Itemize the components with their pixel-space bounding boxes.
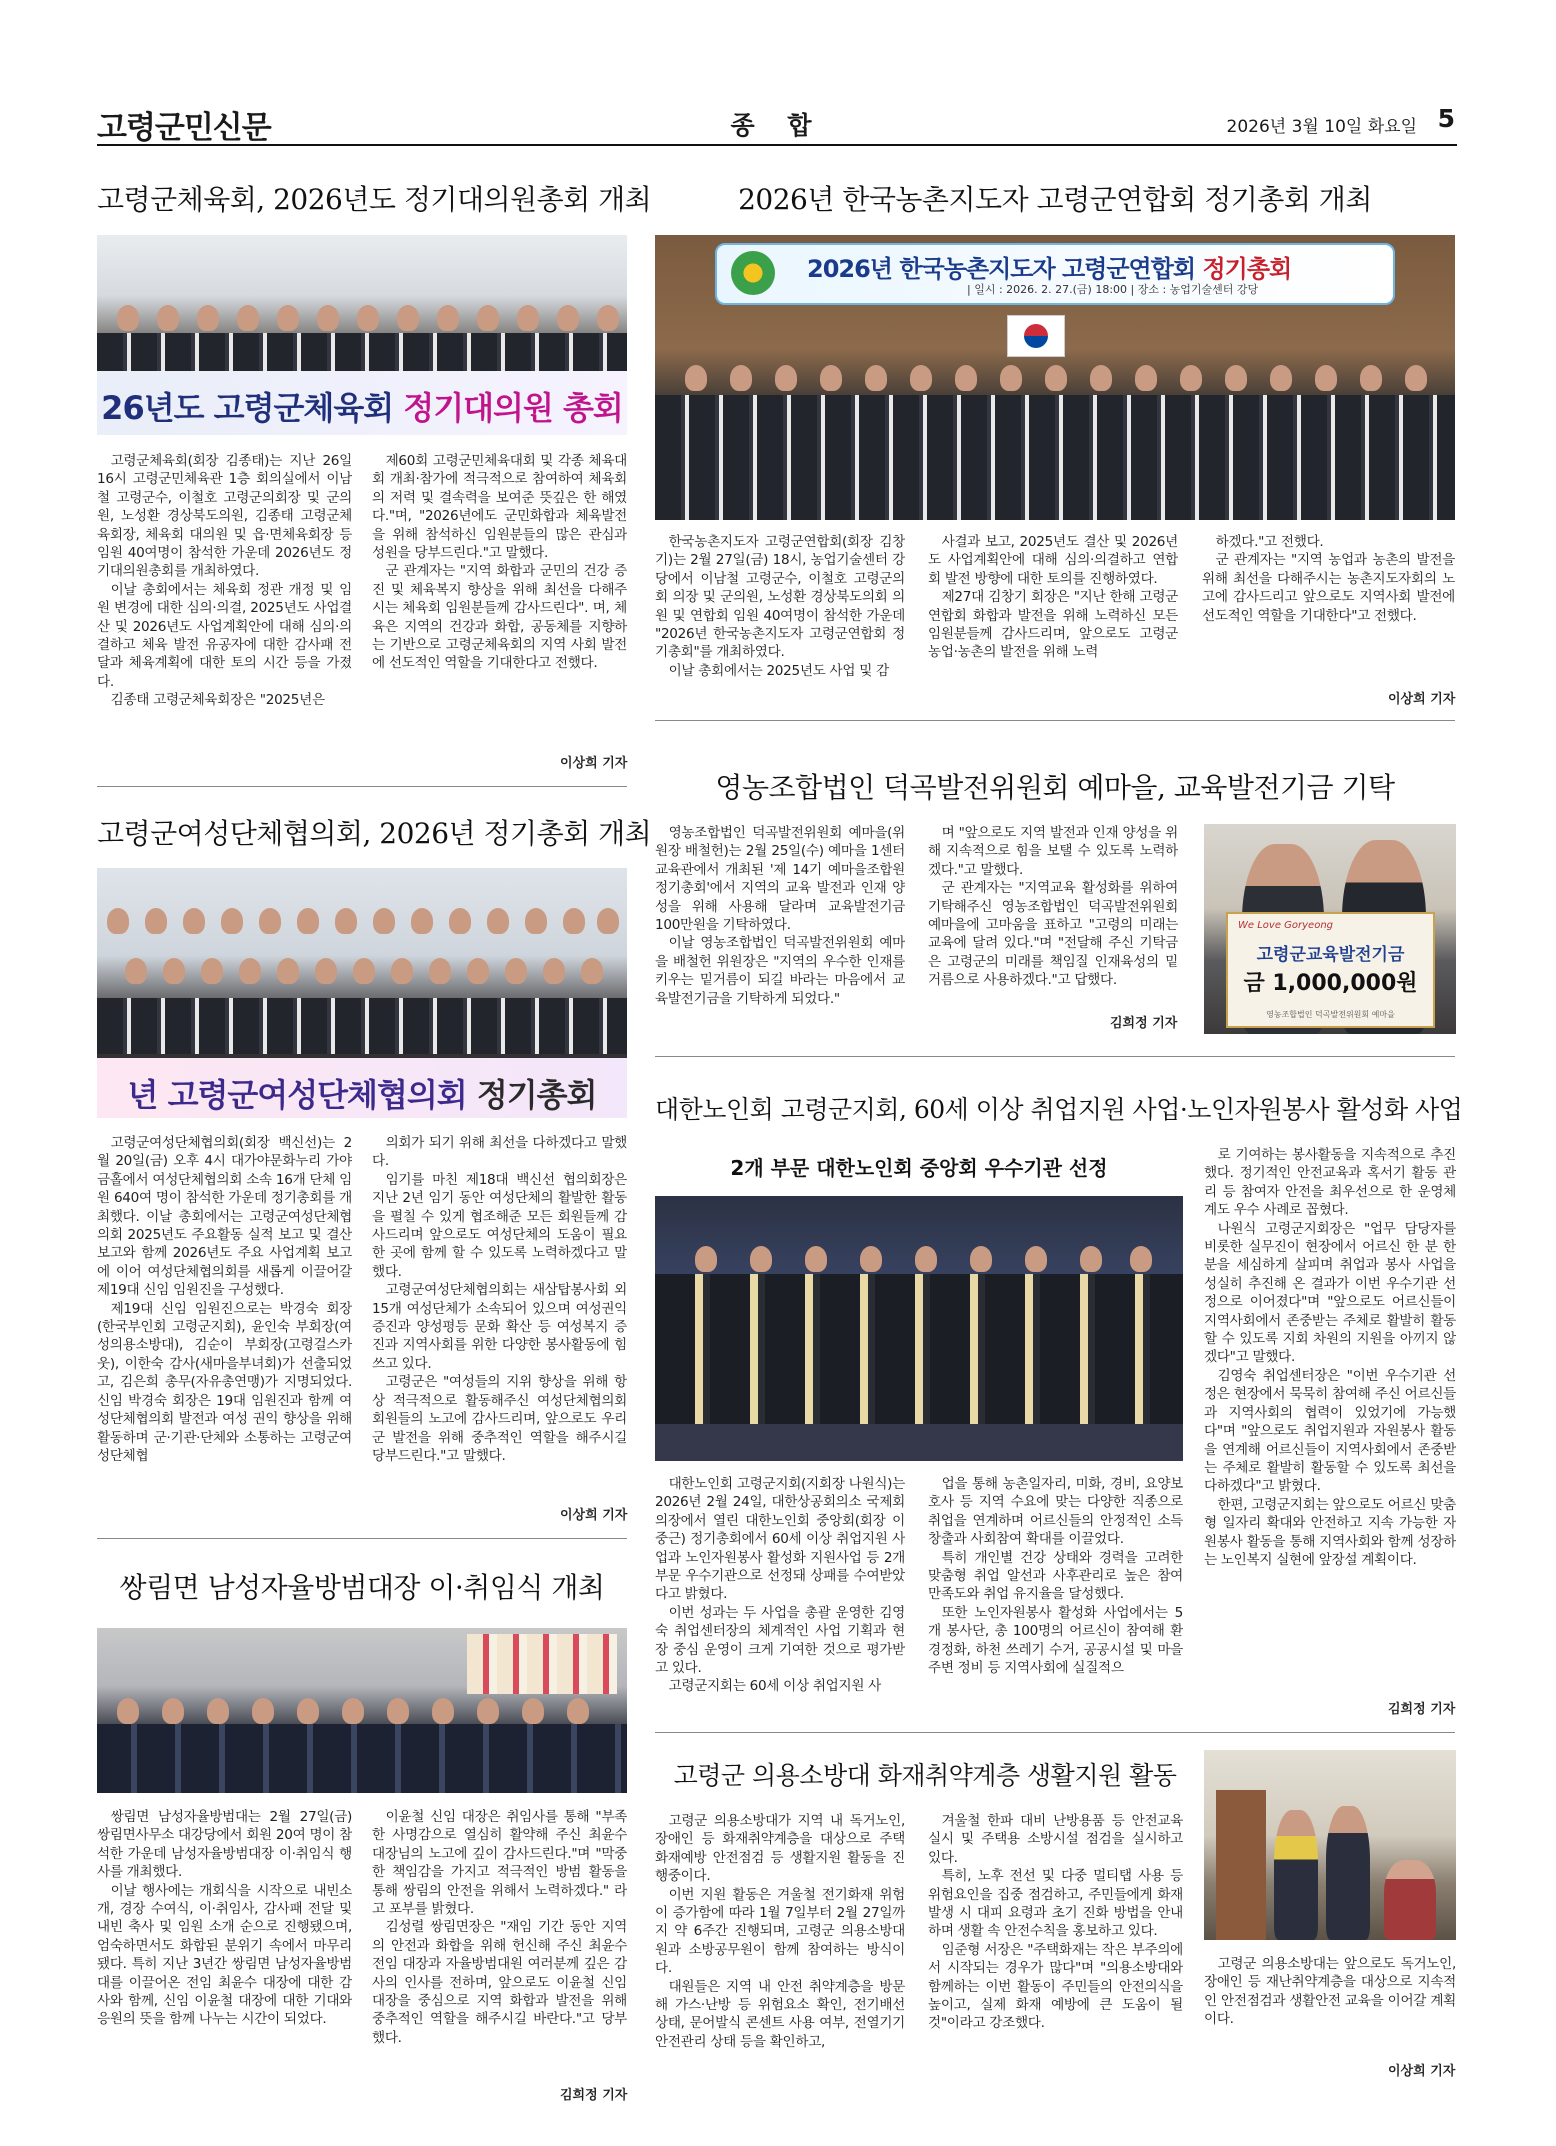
sports-col-2 [372, 452, 627, 744]
women-photo-front-row [97, 998, 627, 1054]
paragraph: 이날 총회에서는 체육회 정관 개정 및 임원 변경에 대한 심의·의결, 2025년도 사업결산 및 2026년도 사업계획안에 대해 심의·의결하고 체육 발전 유공자에 대한 감사패 전달과 체육계획에 대한 토의 시간 등을 가졌다. [97, 581, 352, 690]
paragraph: 대한노인회 고령군지회(지회장 나원식)는 2026년 2월 24일, 대한상공회의소 국제회의장에서 열린 대한노인회 중앙회(회장 이중근) 정기총회에서 60세 이상 취업지원 사업과 노인자원봉사 활성화 지원사업 등 2개 부문 우수기관으로 선정돼 상패를 수여받았다고 밝혔다. [655, 1476, 905, 1603]
nonghyup-headline: 영농조합법인 덕곡발전위원회 예마을, 교육발전기금 기탁 [715, 771, 1395, 804]
women-col-1 [97, 1134, 352, 1526]
paragraph: 임기를 마친 제18대 백신선 협의회장은 지난 2년 임기 동안 여성단체의 활발한 활동을 펼칠 수 있게 협조해준 모든 회원들께 감사드리며 앞으로도 여성단체의 도움이 필요한 곳에 함께 할 수 있도록 노력하겠다고 말했다. [372, 1171, 627, 1280]
farm-photo [655, 235, 1455, 520]
sports-photo-banner [97, 371, 627, 435]
divider [655, 1732, 1455, 1733]
farm-col-2 [928, 533, 1178, 703]
fire-photo [1204, 1750, 1456, 1940]
paragraph: 로 기여하는 봉사활동을 지속적으로 추진했다. 정기적인 안전교육과 혹서기 활동 관리 등 참여자 안전을 최우선으로 한 운영체계도 우수 사례로 꼽혔다. [1204, 1147, 1456, 1219]
sports-banner-event: 정기대의원 총회 [403, 389, 623, 427]
paragraph: 또한 노인자원봉사 활성화 사업에서는 5개 봉사단, 총 100명의 어르신이 참여해 환경정화, 하천 쓰레기 수거, 공공시설 및 마을 주변 정비 등 지역사회에 실질적으 [928, 1604, 1183, 1677]
paragraph: 특히 개인별 건강 상태와 경력을 고려한 맞춤형 취업 알선과 사후관리로 높은 참여 만족도와 취업 유지율을 달성했다. [928, 1549, 1183, 1603]
korean-flag-icon [1007, 315, 1065, 357]
divider [97, 786, 627, 787]
paragraph: 나원식 고령군지회장은 "업무 담당자를 비롯한 실무진이 현장에서 어르신 한 분 한 분을 세심하게 살피며 취업과 봉사 사업을 성실히 추진해 온 결과가 이번 우수기관 선정으로 이어졌다"며 "앞으로도 어르신들이 지역사회에서 존중받는 주체로 활발히 활동할 수 있도록 지회 차원의 지원을 아끼지 않겠다"고 말했다. [1204, 1220, 1456, 1366]
nonghyup-col-2 [928, 824, 1178, 1030]
paragraph: 이날 행사에는 개회식을 시작으로 내빈소개, 경장 수여식, 이·취임사, 감사패 전달 및 내빈 축사 및 임원 소개 순으로 진행됐으며, 엄숙하면서도 화합된 분위기 속에서 마무리됐다. 특히 지난 3년간 쌍림면 남성자율방범대를 이끌어온 전임 최윤수 대장에 대한 감사와 함께, 신임 이윤철 대장에 대한 기대와 응원의 뜻을 함께 나누는 시간이 되었다. [97, 1882, 352, 2028]
farm-headline: 2026년 한국농촌지도자 고령군연합회 정기총회 개최 [738, 183, 1372, 216]
farm-col-1 [655, 533, 905, 703]
elderly-headline: 대한노인회 고령군지회, 60세 이상 취업지원 사업·노인자원봉사 활성화 사업 [655, 1095, 1463, 1124]
fire-col-1 [655, 1812, 905, 2108]
women-col-2 [372, 1134, 627, 1496]
fire-photo-door [1216, 1790, 1266, 1940]
sports-banner-org: 고령군체육회 [213, 389, 404, 427]
paragraph: 이윤철 신임 대장은 취임사를 통해 "부족한 사명감으로 열심히 활약해 주신 최윤수 대장님의 노고에 깊이 감사드린다."며 "막중한 책임감을 가지고 적극적인 방범 활동을 통해 쌍림의 안전을 위해서 노력하겠다." 라고 포부를 밝혔다. [372, 1809, 627, 1918]
cheque-title: 고령군교육발전기금 [1256, 945, 1405, 965]
farm-banner-title: 2026년 한국농촌지도자 고령군연합회 [807, 255, 1203, 283]
donation-cheque [1226, 912, 1435, 1028]
divider [655, 720, 1455, 721]
paragraph: 군 관계자는 "지역 화합과 군민의 건강 증진 및 체육복지 향상을 위해 최선을 다해주시는 체육회 임원분들께 감사드린다". 며, 체육은 지역의 건강과 화합, 공동체를 지향하는 기반으로 고령군체육회의 지역 사회 발전에 선도적인 역할을 기대한다고 전했다. [372, 563, 627, 672]
women-banner-event: 정기총회 [476, 1076, 597, 1114]
fire-byline: 이상희 기자 [1388, 2064, 1456, 2079]
patrol-byline: 김희정 기자 [560, 2088, 628, 2103]
paragraph: 이날 총회에서는 2025년도 사업 및 감 [668, 662, 889, 679]
elderly-photo-suits [655, 1274, 1183, 1424]
paragraph: 군 관계자는 "지역 농업과 농촌의 발전을 위해 최선을 다해주시는 농촌지도자회의 노고에 감사드리고 앞으로도 지역사회 발전에 선도적인 역할을 기대한다"고 전했다. [1202, 552, 1455, 624]
nonghyup-photo [1204, 824, 1456, 1034]
paragraph: 고령군여성단체협의회는 새삼탑봉사회 외 15개 여성단체가 소속되어 있으며 여성권익 증진과 양성평등 문화 확산 등 여성복지 증진과 지역사회를 위한 다양한 봉사활동에 힘쓰고 있다. [372, 1282, 627, 1372]
farm-photo-suits [655, 395, 1455, 520]
paragraph: 영농조합법인 덕곡발전위원회 예마을(위원장 배철헌)는 2월 25일(수) 예마을 1센터 교육관에서 개최된 '제 14기 예마을조합원 정기총회'에서 지역의 교육 발전과 인재 양성을 위해 사용해 달라며 교육발전기금 100만원을 기탁하였다. [655, 825, 905, 934]
resident [1384, 1860, 1436, 1940]
paragraph: 김성렬 쌍림면장은 "재임 기간 동안 지역의 안전과 화합을 위해 헌신해 주신 최윤수 전임 대장과 자율방범대원 여러분께 깊은 감사의 인사를 전하며, 앞으로도 이윤철 신임 대장을 중심으로 지역 화합과 발전을 위해 중추적인 역할을 해주시길 바란다."고 당부했다. [372, 1919, 627, 2046]
paragraph: 군 관계자는 "지역교육 활성화를 위하여 기탁해주신 영농조합법인 덕곡발전위원회 예마을에 고마움을 표하고 "고령의 미래는 교육에 달려 있다."며 "전달해 주신 기탁금은 고령군의 미래를 책임질 인재육성의 밑거름으로 사용하겠다."고 답했다. [928, 880, 1178, 989]
sports-headline: 고령군체육회, 2026년도 정기대의원총회 개최 [97, 183, 652, 216]
farm-col-3 [1202, 533, 1455, 663]
elderly-col-1 [655, 1475, 905, 1719]
farm-banner-event: 정기총회 [1202, 255, 1292, 283]
elderly-col-2 [928, 1475, 1183, 1719]
patrol-col-2 [372, 1808, 627, 2080]
elderly-photo-floor [655, 1424, 1183, 1461]
patrol-photo [97, 1628, 627, 1793]
paragraph: 쌍림면 남성자율방범대는 2월 27일(금) 쌍림면사무소 대강당에서 회원 20여 명이 참석한 가운데 남성자율방범대장 이·취임식 행사를 개최했다. [97, 1809, 352, 1881]
elderly-subhead: 2개 부문 대한노인회 중앙회 우수기관 선정 [730, 1156, 1108, 1180]
elderly-byline: 김희정 기자 [1388, 1702, 1456, 1717]
women-photo-crowd-1 [97, 908, 627, 938]
paragraph: 이번 성과는 두 사업을 총괄 운영한 김영숙 취업센터장의 체계적인 사업 기획과 현장 중심 운영이 크게 기여한 것으로 평가받고 있다. [655, 1604, 905, 1677]
paragraph: 고령군지회는 60세 이상 취업지원 사 [668, 1678, 882, 1695]
cheque-amount: 금 1,000,000원 [1243, 971, 1418, 996]
issue-date: 2026년 3월 10일 화요일 [1226, 117, 1417, 137]
cheque-slogan: We Love Goryeong [1238, 920, 1334, 931]
paragraph: 겨울철 한파 대비 난방용품 등 안전교육 실시 및 주택용 소방시설 점검을 실시하고 있다. [928, 1813, 1183, 1866]
sports-byline: 이상희 기자 [560, 756, 628, 771]
fire-headline: 고령군 의용소방대 화재취약계층 생활지원 활동 [673, 1761, 1177, 1790]
patrol-photo-uniforms [97, 1724, 627, 1793]
paragraph: 고령군여성단체협의회(회장 백신선)는 2월 20일(금) 오후 4시 대가야문화누리 가야금홀에서 여성단체협의회 소속 16개 단체 임원 640여 명이 참석한 가운데 정기총회를 개최했다. 이날 총회에서는 고령군여성단체협의회 2025년도 주요활동 실적 보고 및 결산보고와 함께 2026년도 주요 사업계획 보고에 이어 여성단체협의회를 새롭게 이끌어갈 제19대 신임 임원진을 구성했다. [97, 1135, 352, 1299]
divider [97, 1538, 627, 1539]
women-banner-org: 고령군여성단체협의회 [167, 1076, 477, 1114]
divider [655, 1056, 1455, 1057]
paragraph: 한국농촌지도자 고령군연합회(회장 김창기)는 2월 27일(금) 18시, 농업기술센터 강당에서 이남철 고령군수, 이철호 고령군의회 의장 및 군의원, 노성환 경상북도의회 의원 및 연합회 임원 40여명이 참석한 가운데 "2026년 한국농촌지도자 고령군연합회 정기총회"를 개최하였다. [655, 534, 905, 661]
masthead [97, 98, 1457, 146]
sports-banner-prefix: 26년도 [101, 389, 214, 427]
paragraph: 고령군 의용소방대는 앞으로도 독거노인, 장애인 등 재난취약계층을 대상으로 지속적인 안전점검과 생활안전 교육을 이어갈 계획이다. [1204, 1956, 1456, 2028]
firefighter-1 [1274, 1810, 1318, 1940]
paragraph: 이번 지원 활동은 겨울철 전기화재 위험이 증가함에 따라 1월 7일부터 2월 27일까지 약 6주간 진행되며, 고령군 의용소방대원과 소방공무원이 함께 참여하는 방식이다. [655, 1886, 905, 1977]
nonghyup-byline: 김희정 기자 [1110, 1016, 1178, 1031]
patrol-col-1 [97, 1808, 352, 2098]
paragraph: 하겠다."고 전했다. [1215, 534, 1324, 550]
fire-col-2 [928, 1812, 1183, 2108]
women-photo-crowd-2 [97, 958, 627, 988]
cheque-donor: 영농조합법인 덕곡발전위원회 예마을 [1266, 1010, 1395, 1019]
sports-col-1 [97, 452, 352, 772]
nonghyup-col-1 [655, 824, 905, 1030]
paragraph: 의회가 되기 위해 최선을 다하겠다고 말했다. [372, 1135, 627, 1170]
women-photo [97, 868, 627, 1118]
paragraph: 제60회 고령군민체육대회 및 각종 체육대회 개최·참가에 적극적으로 참여하여 체육회의 저력 및 결속력을 보여준 뜻깊은 한 해였다."며, "2026년에도 군민화합과 체육발전을 위해 참석하신 임원분들의 많은 관심과 성원을 당부드린다."고 말했다. [372, 453, 627, 562]
paragraph: 제27대 김창기 회장은 "지난 한해 고령군연합회 화합과 발전을 위해 노력하신 모든 임원분들께 감사드리며, 앞으로도 고령군 농업·농촌의 발전을 위해 노력 [928, 589, 1178, 661]
paragraph: 며 "앞으로도 지역 발전과 인재 양성을 위해 지속적으로 힘을 보탤 수 있도록 노력하겠다."고 말했다. [928, 825, 1178, 878]
women-byline: 이상희 기자 [560, 1508, 628, 1523]
women-photo-banner [97, 1058, 627, 1118]
section-title: 종 합 [730, 111, 824, 140]
farm-photo-crowd [655, 365, 1455, 395]
women-headline: 고령군여성단체협의회, 2026년 정기총회 개최 [97, 817, 652, 850]
paragraph: 한편, 고령군지회는 앞으로도 어르신 맞춤형 일자리 확대와 안전하고 지속 가능한 자원봉사 활동을 통해 지역사회와 함께 성장하는 노인복지 실현에 앞장설 계획이다. [1204, 1496, 1456, 1568]
sports-photo-crowd [97, 305, 627, 335]
patrol-headline: 쌍림면 남성자율방범대장 이·취임식 개최 [119, 1571, 605, 1604]
paragraph: 고령군체육회(회장 김종태)는 지난 26일 16시 고령군민체육관 1층 회의실에서 이남철 고령군수, 이철호 고령군의회장 및 군의원, 노성환 경상북도의원, 김종태 고령군체육회장, 체육회 대의원 및 읍·면체육회장 등 임원 40여명이 참석한 가운데 2026년도 정기대의원총회를 개최하였다. [97, 453, 352, 580]
farm-stage-banner [715, 243, 1395, 305]
paragraph: 이날 영농조합법인 덕곡발전위원회 예마을 배철헌 위원장은 "지역의 우수한 인재를 키우는 밑거름이 되길 바라는 마음에서 교육발전기금을 기탁하게 되었다." [655, 935, 905, 1007]
paragraph: 김종태 고령군체육회장은 "2025년은 [110, 692, 325, 709]
paragraph: 제19대 신임 임원진으로는 박경숙 회장(한국부인회 고령군지회), 윤인숙 부회장(여성의용소방대), 김순이 부회장(고령걸스카웃), 이한숙 감사(새마을부녀회)가 선출되었고, 김은희 총무(자유총연맹)가 지명되었다. 신임 박경숙 회장은 19대 임원진과 함께 여성단체협의회 발전과 여성 권익 향상을 위해 활동하며 군·기관·단체와 소통하는 고령군여성단체협 [97, 1300, 352, 1464]
women-banner-prefix: 년 [127, 1076, 168, 1114]
elderly-photo [655, 1196, 1183, 1461]
elderly-photo-people [655, 1246, 1183, 1276]
elderly-col-3 [1204, 1146, 1456, 1628]
newspaper-logo: 고령군민신문 [97, 110, 271, 146]
paragraph: 고령군은 "여성들의 지위 향상을 위해 항상 적극적으로 활동해주신 여성단체협의회 회원들의 노고에 감사드리며, 앞으로도 우리군 발전을 위해 중추적인 역할을 해주시길 당부드린다."고 말했다. [372, 1374, 627, 1464]
patrol-flower-wreaths [467, 1634, 617, 1694]
paragraph: 업을 통해 농촌일자리, 미화, 경비, 요양보호사 등 지역 수요에 맞는 다양한 직종으로 취업을 연계하며 어르신들의 안정적인 소득 창출과 사회참여 확대를 이끌었다. [928, 1476, 1183, 1548]
paragraph: 김영숙 취업센터장은 "이번 우수기관 선정은 현장에서 묵묵히 참여해 주신 어르신들과 지역사회의 협력이 있었기에 가능했다"며 "앞으로도 취업지원과 자원봉사 활동을 연계해 어르신들이 지역사회에서 존중받는 주체로 활발히 활동할 수 있도록 최선을 다하겠다"고 밝혔다. [1204, 1367, 1456, 1495]
firefighter-2 [1326, 1806, 1370, 1940]
paragraph: 사결과 보고, 2025년도 결산 및 2026년도 사업계획안에 대해 심의·의결하고 연합회 발전 방향에 대한 토의를 진행하였다. [928, 534, 1178, 587]
paragraph: 특히, 노후 전선 및 다중 멀티탭 사용 등 위험요인을 집중 점검하고, 주민들에게 화재 발생 시 대피 요령과 초기 진화 방법을 안내하며 생활 속 안전수칙을 홍보하고 있다. [928, 1868, 1183, 1940]
paragraph: 임준형 서장은 "주택화재는 작은 부주의에서 시작되는 경우가 많다"며 "의용소방대와 함께하는 이번 활동이 주민들의 안전의식을 높이고, 실제 화재 예방에 큰 도움이 될 것"이라고 강조했다. [928, 1941, 1183, 2032]
farm-emblem-icon [731, 251, 775, 295]
farm-banner-sub: | 일시 : 2026. 2. 27.(금) 18:00 | 장소 : 농업기술센터 강당 [967, 283, 1259, 296]
paragraph: 대원들은 지역 내 안전 취약계층을 방문해 가스·난방 등 위험요소 확인, 전기배선 상태, 문어발식 콘센트 사용 여부, 전열기기 안전관리 상태 등을 확인하고, [655, 1978, 905, 2050]
farm-byline: 이상희 기자 [1388, 692, 1456, 707]
paragraph: 고령군 의용소방대가 지역 내 독거노인, 장애인 등 화재취약계층을 대상으로 주택 화재예방 안전점검 등 생활지원 활동을 진행중이다. [655, 1813, 905, 1885]
page-number: 5 [1437, 104, 1455, 133]
sports-photo [97, 235, 627, 435]
fire-col-3 [1204, 1955, 1456, 2045]
